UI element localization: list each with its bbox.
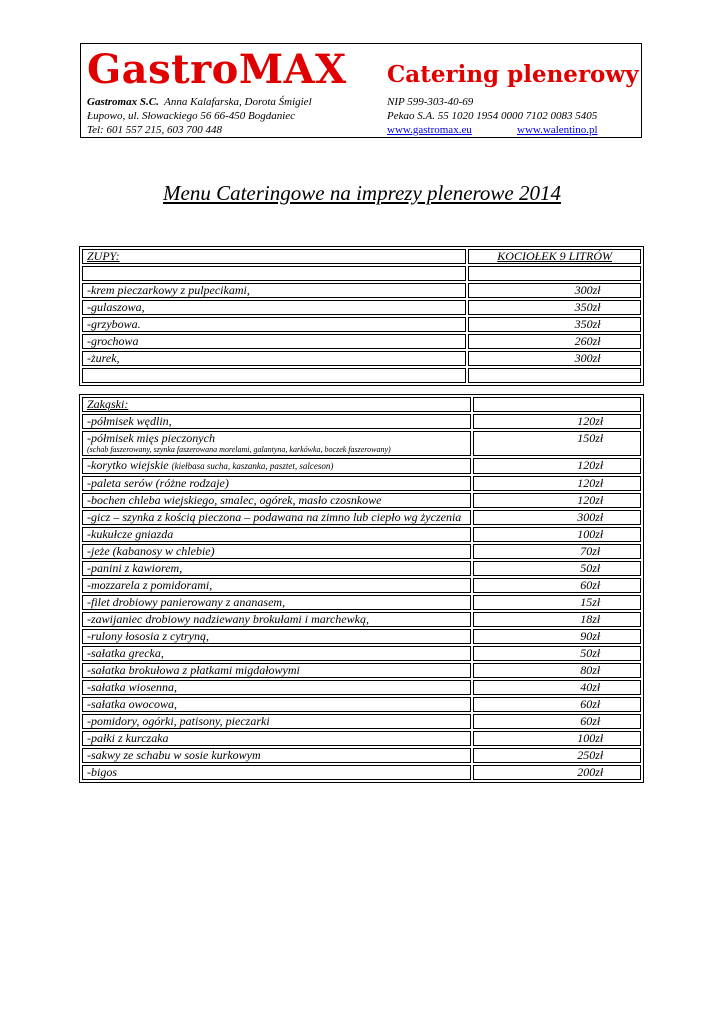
letterhead (80, 43, 642, 138)
table-row (82, 493, 641, 508)
item-cell (82, 765, 471, 780)
item-name: -pałki z kurczaka (87, 731, 169, 745)
item-name: -krem pieczarkowy z pulpecikami, (82, 283, 466, 298)
item-name: -grzybowa. (82, 317, 466, 332)
table-row (82, 414, 641, 429)
table-row (82, 714, 641, 729)
table-row (82, 351, 641, 366)
item-name: -pomidory, ogórki, patisony, pieczarki (87, 714, 270, 728)
item-price: 150zł (473, 431, 641, 456)
item-cell (82, 476, 471, 491)
table-row (82, 629, 641, 644)
table-header-row (82, 249, 641, 264)
table-row (82, 334, 641, 349)
item-cell (82, 510, 471, 525)
item-price: 300zł (468, 351, 641, 366)
item-name: -jeże (kabanosy w chlebie) (87, 544, 215, 558)
item-price: 60zł (473, 697, 641, 712)
table-row (82, 595, 641, 610)
snacks-header: Zakąski: (82, 397, 471, 412)
item-description: (kiełbasa sucha, kaszanka, pasztet, salceson) (171, 461, 334, 471)
item-cell (82, 748, 471, 763)
website-link-2[interactable]: www.walentino.pl (517, 124, 598, 136)
snacks-table (79, 394, 644, 783)
table-row (82, 765, 641, 780)
item-price: 90zł (473, 629, 641, 644)
item-cell (82, 663, 471, 678)
item-price: 120zł (473, 476, 641, 491)
soups-table (79, 246, 644, 386)
item-cell (82, 629, 471, 644)
item-cell (82, 458, 471, 474)
item-name: -sałatka owocowa, (87, 697, 177, 711)
table-row (82, 431, 641, 456)
item-cell (82, 431, 471, 456)
nip: NIP 599-303-40-69 (387, 96, 474, 108)
item-cell (82, 578, 471, 593)
item-cell (82, 561, 471, 576)
item-name: -rulony łososia z cytryną, (87, 629, 209, 643)
item-cell (82, 612, 471, 627)
item-cell (82, 595, 471, 610)
item-price: 350zł (468, 300, 641, 315)
table-row (82, 612, 641, 627)
table-row (82, 476, 641, 491)
item-cell (82, 714, 471, 729)
item-price: 80zł (473, 663, 641, 678)
table-row (82, 458, 641, 474)
item-price: 60zł (473, 578, 641, 593)
table-row (82, 731, 641, 746)
item-cell (82, 544, 471, 559)
item-price: 260zł (468, 334, 641, 349)
soups-price-header: KOCIOŁEK 9 LITRÓW (468, 249, 641, 264)
table-row (82, 697, 641, 712)
brand-logo: GastroMAX (87, 46, 347, 93)
owners: Anna Kalafarska, Dorota Śmigiel (164, 96, 312, 108)
item-name: -bochen chleba wiejskiego, smalec, ogórek, masło czosnkowe (87, 493, 382, 507)
table-row (82, 646, 641, 661)
table-row (82, 283, 641, 298)
item-name: -sakwy ze schabu w sosie kurkowym (87, 748, 261, 762)
item-cell (82, 646, 471, 661)
item-price: 300zł (468, 283, 641, 298)
item-price: 120zł (473, 493, 641, 508)
item-name: -grochowa (82, 334, 466, 349)
item-name: -gulaszowa, (82, 300, 466, 315)
item-price: 60zł (473, 714, 641, 729)
website-link-1[interactable]: www.gastromax.eu (387, 124, 472, 136)
table-row (82, 300, 641, 315)
item-price: 350zł (468, 317, 641, 332)
empty-row (82, 266, 641, 281)
item-price: 100zł (473, 731, 641, 746)
item-price: 300zł (473, 510, 641, 525)
item-price: 200zł (473, 765, 641, 780)
soups-header: ZUPY: (82, 249, 466, 264)
item-name: -filet drobiowy panierowany z ananasem, (87, 595, 286, 609)
table-row (82, 544, 641, 559)
item-name: -gicz – szynka z kością pieczona – podawana na zimno lub ciepło wg życzenia (87, 510, 462, 524)
table-row (82, 680, 641, 695)
item-price: 250zł (473, 748, 641, 763)
item-price: 15zł (473, 595, 641, 610)
item-name: -paleta serów (różne rodzaje) (87, 476, 229, 490)
item-cell (82, 731, 471, 746)
tagline: Catering plenerowy (387, 61, 639, 88)
table-row (82, 561, 641, 576)
item-cell (82, 680, 471, 695)
item-name: -korytko wiejskie (87, 458, 169, 472)
table-row (82, 317, 641, 332)
bank-account: Pekao S.A. 55 1020 1954 0000 7102 0083 5405 (387, 110, 598, 122)
item-price: 50zł (473, 561, 641, 576)
table-row (82, 510, 641, 525)
item-description: (schab faszerowany, szynka faszerowana morelami, galantyna, karkówka, boczek faszerowany) (87, 445, 391, 454)
item-cell (82, 697, 471, 712)
item-name: -kukułcze gniazda (87, 527, 174, 541)
empty-row (82, 368, 641, 383)
item-price: 70zł (473, 544, 641, 559)
item-name: -sałatka grecka, (87, 646, 164, 660)
phone: Tel: 601 557 215, 603 700 448 (87, 124, 222, 136)
item-cell (82, 493, 471, 508)
item-price: 18zł (473, 612, 641, 627)
item-name: -półmisek wędlin, (87, 414, 172, 428)
item-name: -bigos (87, 765, 117, 779)
company-line (87, 95, 312, 109)
item-cell (82, 414, 471, 429)
item-price: 100zł (473, 527, 641, 542)
item-cell (82, 527, 471, 542)
table-row (82, 527, 641, 542)
table-header-row (82, 397, 641, 412)
item-name: -żurek, (82, 351, 466, 366)
item-name: -panini z kawiorem, (87, 561, 183, 575)
item-name: -mozzarela z pomidorami, (87, 578, 213, 592)
item-name: -półmisek mięs pieczonych (87, 431, 215, 445)
table-row (82, 748, 641, 763)
item-price: 120zł (473, 414, 641, 429)
address: Łupowo, ul. Słowackiego 56 66-450 Bogdaniec (87, 110, 296, 122)
table-row (82, 578, 641, 593)
table-row (82, 663, 641, 678)
item-name: -zawijaniec drobiowy nadziewany brokułami i marchewką, (87, 612, 369, 626)
snacks-price-header (473, 397, 641, 412)
company-name: Gastromax S.C. (87, 96, 159, 108)
item-price: 40zł (473, 680, 641, 695)
item-price: 120zł (473, 458, 641, 474)
item-name: -sałatka brokułowa z płatkami migdałowymi (87, 663, 300, 677)
item-name: -sałatka wiosenna, (87, 680, 177, 694)
item-price: 50zł (473, 646, 641, 661)
menu-title: Menu Cateringowe na imprezy plenerowe 2014 (163, 181, 561, 205)
